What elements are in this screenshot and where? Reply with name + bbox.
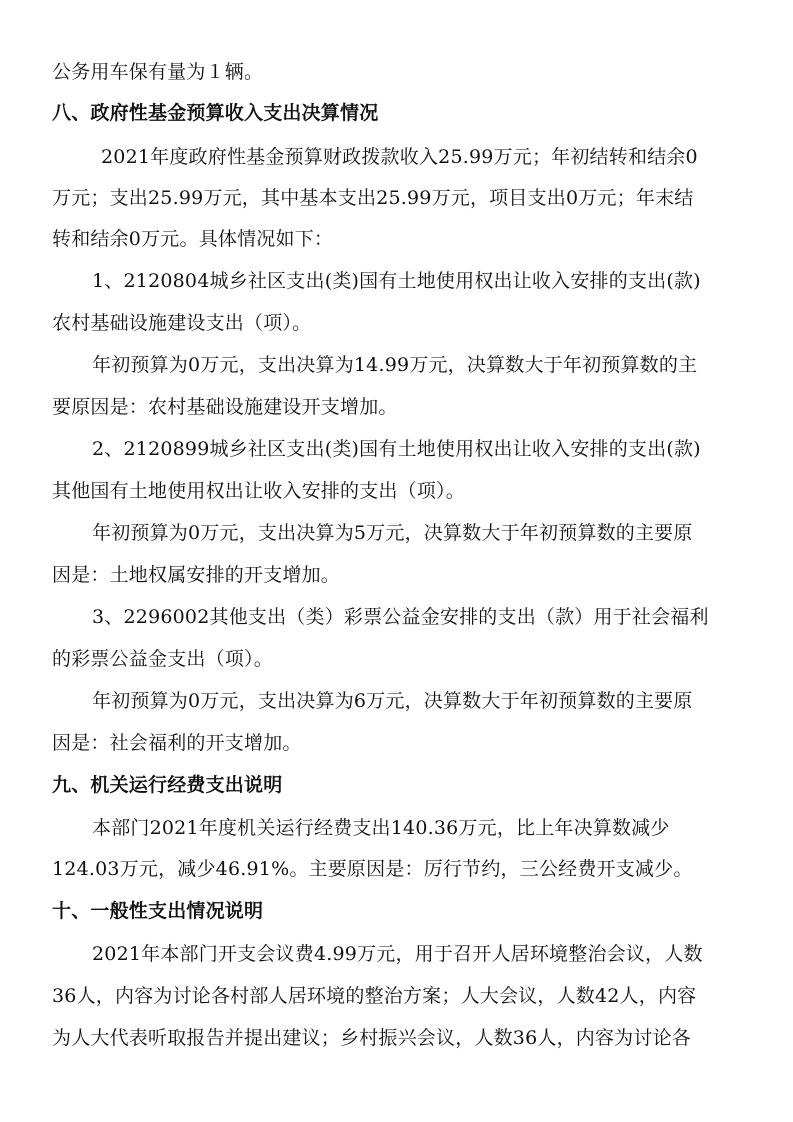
paragraph-line: 年初预算为0万元，支出决算为5万元，决算数大于年初预算数的主要原	[92, 522, 693, 544]
paragraph-line: 2、2120899城乡社区支出(类)国有土地使用权出让收入安排的支出(款)	[92, 438, 701, 460]
section-heading-9: 九、机关运行经费支出说明	[52, 774, 283, 796]
paragraph-line: 公务用车保有量为１辆。	[52, 61, 264, 83]
paragraph-line: 的彩票公益金支出（项）。	[52, 648, 273, 670]
section-heading-8: 八、政府性基金预算收入支出决算情况	[52, 102, 379, 124]
paragraph-line: 为人大代表听取报告并提出建议；乡村振兴会议，人数36人，内容为讨论各	[52, 1027, 691, 1049]
paragraph-line: 要原因是：农村基础设施建设开支增加。	[52, 396, 398, 418]
paragraph-line: 因是：土地权属安排的开支增加。	[52, 564, 341, 586]
paragraph-line: 124.03万元，减少46.91%。主要原因是：厉行节约，三公经费开支减少。	[52, 858, 693, 880]
paragraph-line: 农村基础设施建设支出（项）。	[52, 312, 312, 334]
paragraph-line: 2021年度政府性基金预算财政拨款收入25.99万元；年初结转和结余0	[101, 146, 698, 168]
paragraph-line: 本部门2021年度机关运行经费支出140.36万元，比上年决算数减少	[92, 817, 670, 839]
paragraph-line: 36人，内容为讨论各村部人居环境的整治方案；人大会议，人数42人，内容	[52, 985, 697, 1007]
paragraph-line: 2021年本部门开支会议费4.99万元，用于召开人居环境整治会议，人数	[92, 943, 703, 965]
paragraph-line: 因是：社会福利的开支增加。	[52, 732, 302, 754]
paragraph-line: 3、2296002其他支出（类）彩票公益金安排的支出（款）用于社会福利	[92, 606, 709, 628]
paragraph-line: 转和结余0万元。具体情况如下：	[52, 228, 334, 250]
paragraph-line: 年初预算为0万元，支出决算为14.99万元，决算数大于年初预算数的主	[92, 354, 698, 376]
section-heading-10: 十、一般性支出情况说明	[52, 900, 264, 922]
paragraph-line: 1、2120804城乡社区支出(类)国有土地使用权出让收入安排的支出(款)	[92, 270, 701, 292]
paragraph-line: 其他国有土地使用权出让收入安排的支出（项）。	[52, 480, 465, 502]
paragraph-line: 年初预算为0万元，支出决算为6万元，决算数大于年初预算数的主要原	[92, 690, 693, 712]
paragraph-line: 万元；支出25.99万元，其中基本支出25.99万元，项目支出0万元；年末结	[52, 187, 694, 209]
